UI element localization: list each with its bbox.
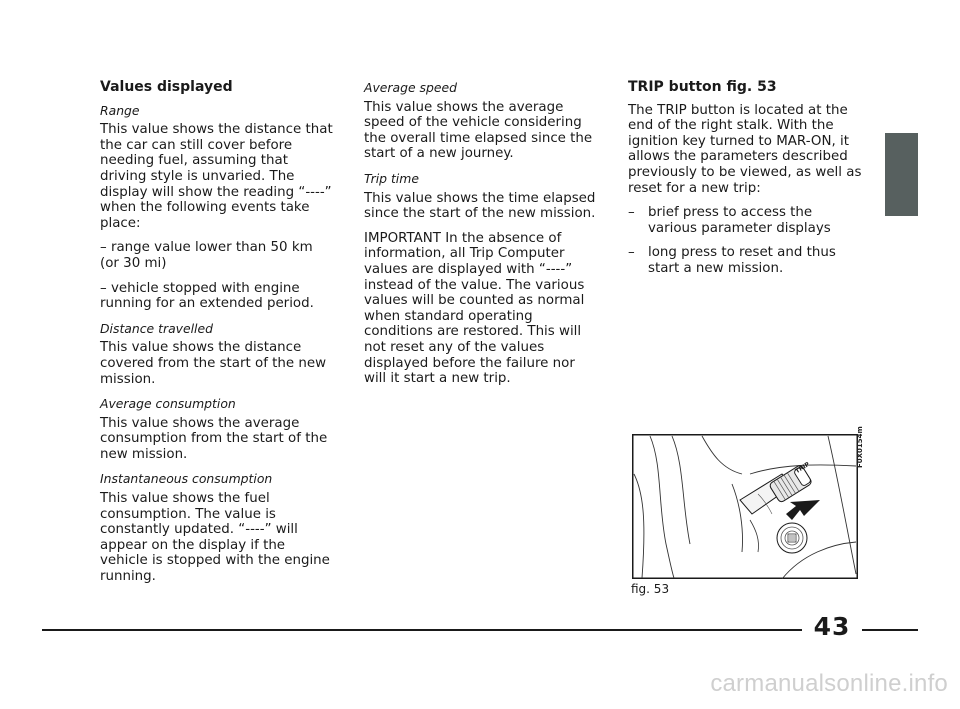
figure-code: F0X0154m <box>856 426 864 468</box>
chapter-tab-marker <box>885 133 918 216</box>
footer-rule-left <box>42 629 802 631</box>
distance-text: This value shows the distance covered from the start of the new mission. <box>100 340 327 387</box>
column-trip-button <box>628 80 864 286</box>
range-text: This value shows the distance that the car can still cover before needing fuel, assuming that driving style is unvaried. The display will show the reading “----” when the following events take place: <box>100 122 333 231</box>
trip-button-list <box>628 205 864 276</box>
bullet-dash: – <box>628 205 635 221</box>
range-item-low-value: – range value lower than 50 km (or 30 mi) <box>100 240 313 271</box>
watermark: carmanualsonline.info <box>710 670 948 697</box>
average-speed-text: This value shows the average speed of the vehicle considering the overall time elapsed since the start of a new journey. <box>364 99 593 162</box>
list-item <box>628 205 864 236</box>
section-heading-trip-button: TRIP button fig. 53 <box>628 79 777 95</box>
subheading-average-speed: Average speed <box>364 80 457 95</box>
average-consumption-text: This value shows the average consumption from the start of the new mission. <box>100 415 328 462</box>
subheading-average-consumption: Average consumption <box>100 396 236 412</box>
trip-button-label: TRIP <box>794 460 811 476</box>
important-note: IMPORTANT In the absence of information, all Trip Computer values are displayed with “----” instead of the value. The various values will be counted as normal when standard operating conditions are restored. This will not reset any of the values displayed before the failure nor will it start a new trip. <box>364 230 585 387</box>
column-average-speed <box>364 80 600 396</box>
list-item <box>628 245 864 276</box>
bullet-dash: – <box>628 245 635 261</box>
page-number: 43 <box>813 612 851 641</box>
list-item-text: long press to reset and thus start a new mission. <box>648 245 836 276</box>
list-item-text: brief press to access the various parameter displays <box>648 205 831 236</box>
range-item-engine-running: – vehicle stopped with engine running for an extended period. <box>100 280 314 312</box>
instantaneous-consumption-text: This value shows the fuel consumption. The value is constantly updated. “----” will appear on the display if the vehicle is stopped with the engine running. <box>100 491 330 585</box>
subheading-instantaneous-consumption: Instantaneous consumption <box>100 471 273 487</box>
trip-button-intro: The TRIP button is located at the end of the right stalk. With the ignition key turned to MAR-ON, it allows the parameters described previously to be viewed, as well as reset for a new trip: <box>628 102 862 196</box>
figure-caption: fig. 53 <box>631 582 670 596</box>
subheading-trip-time: Trip time <box>364 170 419 186</box>
footer-rule-right <box>862 629 918 631</box>
section-heading-values-displayed: Values displayed <box>100 79 233 95</box>
trip-time-text: This value shows the time elapsed since the start of the new mission. <box>364 190 596 222</box>
subheading-distance-travelled: Distance travelled <box>100 320 213 336</box>
trip-button-illustration <box>632 434 858 579</box>
subheading-range: Range <box>100 102 140 118</box>
column-values-displayed <box>100 80 336 594</box>
